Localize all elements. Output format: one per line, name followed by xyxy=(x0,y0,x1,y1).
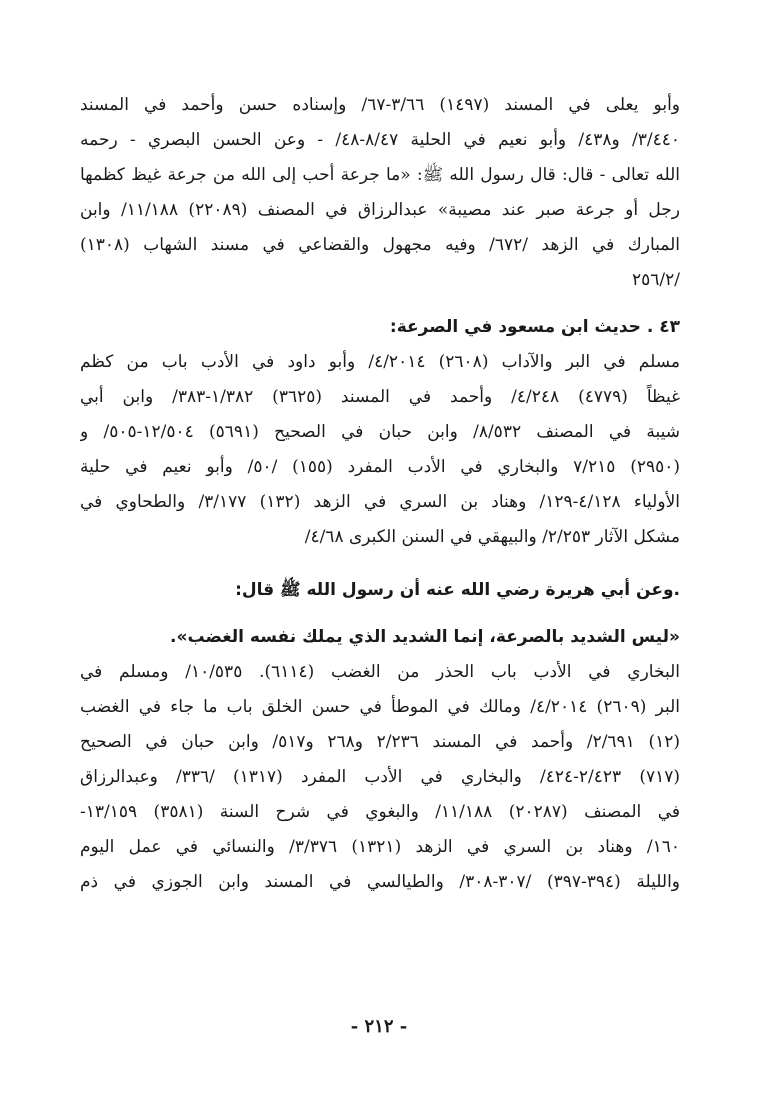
text-line: (٧١٧) ٢/٤٢٣-٤٢٤/ والبخاري في الأدب المفرد (١٣١٧) /٣٣٦/ وعبدالرزاق xyxy=(80,767,680,787)
text-line: في المصنف (٢٠٢٨٧) ١١/١٨٨/ والبغوي في شرح السنة (٣٥٨١) ١٣/١٥٩- xyxy=(80,802,680,822)
page-number: - ٢١٢ - xyxy=(350,1016,408,1037)
text-line: غيظاً (٤٧٧٩) ٤/٢٤٨/ وأحمد في المسند (٣٦٢٥) ١/٣٨٢-٣٨٣/ وابن أبي xyxy=(80,387,680,407)
section-heading: ٤٣ . حديث ابن مسعود في الصرعة: xyxy=(389,317,680,337)
text-line: الله تعالى - قال: قال رسول الله ﷺ: «ما جرعة أحب إلى الله من جرعة غيظ كظمها xyxy=(80,165,680,185)
section-ibn-masud xyxy=(80,310,680,555)
text-line: ١٦٠/ وهناد بن السري في الزهد (١٣٢١) ٣/٣٧٦/ والنسائي في عمل اليوم xyxy=(80,837,680,857)
text-line: مسلم في البر والآداب (٢٦٠٨) ٤/٢٠١٤/ وأبو داود في الأدب باب من كظم xyxy=(80,352,680,372)
text-line: شيبة في المصنف ٨/٥٣٢/ وابن حبان في الصحيح (٥٦٩١) ١٢/٥٠٤-٥٠٥/ و xyxy=(80,422,680,442)
text-line: رجل أو جرعة صبر عند مصيبة» عبدالرزاق في المصنف (٢٢٠٨٩) ١١/١٨٨/ وابن xyxy=(80,200,680,220)
text-line: ٣/٤٤٠/ و٤٣٨/ وأبو نعيم في الحلية ٨/٤٧-٤٨/ - وعن الحسن البصري - رحمه xyxy=(80,130,680,150)
section-abu-hurayra xyxy=(80,573,680,900)
text-line: مشكل الآثار ٢/٢٥٣/ والبيهقي في السنن الكبرى ٤/٦٨/ xyxy=(304,527,680,547)
document-body xyxy=(80,88,680,900)
text-line: والليلة (٣٩٤-٣٩٧) /٣٠٧-٣٠٨/ والطيالسي في المسند وابن الجوزي في ذم xyxy=(80,872,680,892)
text-line: الأولياء ٤/١٢٨-١٢٩/ وهناد بن السري في الزهد (١٣٢) ٣/١٧٧/ والطحاوي في xyxy=(80,492,680,512)
text-line: (١٢) ٢/٦٩١/ وأحمد في المسند ٢/٢٣٦ و٢٦٨ و٥١٧/ وابن حبان في الصحيح xyxy=(80,732,680,752)
text-line: /٢٥٦/٢ xyxy=(632,270,680,290)
text-line: (٢٩٥٠) ٧/٢١٥ والبخاري في الأدب المفرد (١٥٥) /٥٠/ وأبو نعيم في حلية xyxy=(80,457,680,477)
section-takhrij-continued xyxy=(80,88,680,298)
text-line: البر (٢٦٠٩) ٤/٢٠١٤/ ومالك في الموطأ في حسن الخلق باب ما جاء في الغضب xyxy=(80,697,680,717)
text-line: المبارك في الزهد /٦٧٢/ وفيه مجهول والقضاعي في مسند الشهاب (١٣٠٨) xyxy=(80,235,680,255)
hadith-intro: .وعن أبي هريرة رضي الله عنه أن رسول الله ﷺ قال: xyxy=(235,580,680,600)
text-line: وأبو يعلى في المسند (١٤٩٧) ٣/٦٦-٦٧/ وإسناده حسن وأحمد في المسند xyxy=(80,95,680,115)
hadith-text: «ليس الشديد بالصرعة، إنما الشديد الذي يملك نفسه الغضب». xyxy=(170,627,680,647)
text-line: البخاري في الأدب باب الحذر من الغضب (٦١١٤). ١٠/٥٣٥/ ومسلم في xyxy=(80,662,680,682)
